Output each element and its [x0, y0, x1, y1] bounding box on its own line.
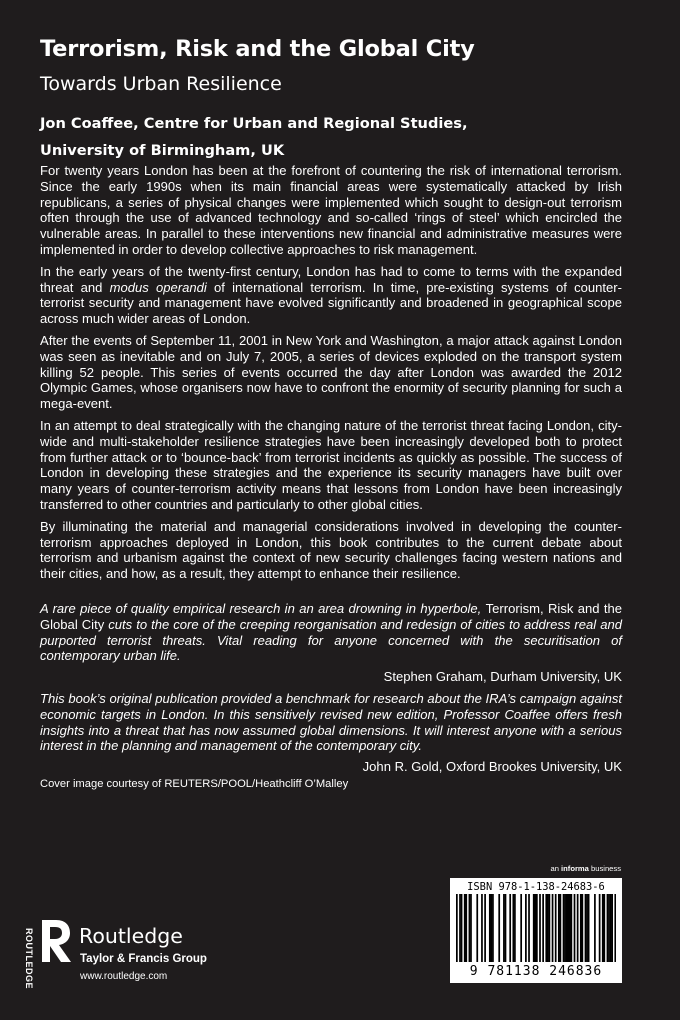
p2-text-end: of international terrorism. In time, pre-existing systems of counter-terrorist security and management have evolved significantly and broadened in geographical scope across much wider areas of London. — [40, 279, 622, 327]
book-description — [40, 163, 622, 588]
barcode-bar — [461, 894, 463, 962]
informa-brand: informa — [561, 864, 589, 873]
cover-credit: Cover image courtesy of REUTERS/POOL/Heathcliff O’Malley — [40, 778, 349, 790]
barcode-bar — [464, 894, 466, 962]
barcode-bar — [571, 894, 573, 962]
barcode-bar — [536, 894, 538, 962]
barcode-bar — [489, 894, 491, 962]
isbn-label: ISBN 978-1-138-24683-6 — [467, 881, 605, 893]
endorsement-1-book-title: Terrorism, Risk and the Global City — [40, 601, 622, 632]
description-paragraph-1: For twenty years London has been at the forefront of countering the risk of international terrorism. Since the early 1990s when its main financial areas were systematically attacked by Irish republicans, a series of physical changes were implemented which sought to design-out terrorism often through the use of advanced technology and so-called ‘rings of steel’ which encircled the vulnerable areas. In parallel to these interventions new financial and administrative measures were implemented in order to develop collective approaches to risk management. — [40, 163, 622, 257]
barcode-bar — [555, 894, 557, 962]
routledge-vertical-text: ROUTLEDGE — [24, 928, 34, 990]
p2-italic-phrase: modus operandi — [109, 279, 207, 295]
barcode-bar — [505, 894, 507, 962]
description-paragraph-2 — [40, 264, 622, 327]
barcode-bar — [514, 894, 516, 962]
routledge-r-logo-icon — [38, 916, 74, 964]
endorsement-1-attribution: Stephen Graham, Durham University, UK — [383, 669, 622, 685]
barcode-bar — [481, 894, 483, 962]
barcode-bar — [484, 894, 486, 962]
barcode-bar — [610, 894, 612, 962]
barcode-bar — [476, 894, 478, 962]
endorsement-1-text: A rare piece of quality empirical research in an area drowning in hyperbole, — [40, 601, 486, 616]
barcode-bar — [465, 894, 467, 962]
barcode-bar — [566, 894, 568, 962]
barcode-bar — [520, 894, 522, 962]
barcode-bar — [602, 894, 604, 962]
barcode-bar — [525, 894, 527, 962]
endorsement-2-attribution: John R. Gold, Oxford Brookes University, UK — [362, 759, 622, 775]
barcode-bar — [470, 894, 472, 962]
barcode-bar — [585, 894, 587, 962]
barcode-bar — [577, 894, 579, 962]
barcode-bar — [567, 894, 569, 962]
barcode-bar — [539, 894, 541, 962]
description-paragraph-4: In an attempt to deal strategically with the changing nature of the terrorist threat facing London, city-wide and multi-stakeholder resilience strategies have been increasingly developed both to protect from further attack or to ‘bounce-back’ from terrorist incidents as quickly as possible. The success of London in developing these strategies and the experience its security managers have built over many years of counter-terrorism activity means that lessons from London have been increasingly transferred to other countries and particularly to other global cities. — [40, 417, 622, 512]
barcode-bar — [563, 894, 565, 962]
publisher-name: Routledge — [79, 924, 183, 948]
endorsement-1-quote — [40, 601, 622, 664]
isbn-barcode — [450, 878, 622, 983]
book-subtitle: Towards Urban Resilience — [40, 73, 282, 95]
barcode-bar — [503, 894, 505, 962]
barcode-bar — [560, 894, 562, 962]
endorsements — [40, 601, 622, 781]
barcode-bar — [491, 894, 493, 962]
barcode-bar — [603, 894, 605, 962]
ean-digits: 9 781138 246836 — [469, 964, 603, 979]
barcode-bar — [611, 894, 613, 962]
barcode-bars — [456, 894, 616, 964]
informa-business-label — [550, 864, 621, 873]
barcode-bar — [545, 894, 547, 962]
description-paragraph-5: By illuminating the material and managerial considerations involved in developing the counter-terrorism approaches deployed in London, this book contributes to the current debate about terrorism and urbanism against the context of new security challenges facing western nations and their cities, and how, as a result, they attempt to enhance their resilience. — [40, 518, 622, 582]
barcode-bar — [549, 894, 551, 962]
informa-suffix: business — [588, 864, 621, 873]
barcode-bar — [528, 894, 530, 962]
barcode-bar — [547, 894, 549, 962]
description-paragraph-3: After the events of September 11, 2001 in New York and Washington, a major attack against London was seen as inevitable and on July 7, 2005, a series of devices exploded on the transport system killing 52 people. This series of events occurred the day after London was awarded the 2012 Olympic Games, whose organisers now have to confront the enormity of security planning for such a mega-event. — [40, 332, 622, 412]
barcode-bar — [542, 894, 544, 962]
endorsement-1-text-end: cuts to the core of the creeping reorganisation and redesign of cities to address real and purported terrorist threats. Vital reading for anyone concerned with the securitisation of contemporary urban life. — [40, 616, 622, 664]
barcode-bar — [614, 894, 616, 962]
barcode-bar — [469, 894, 471, 962]
publisher-group: Taylor & Francis Group — [80, 953, 207, 965]
barcode-bar — [607, 894, 609, 962]
barcode-bar — [581, 894, 583, 962]
barcode-bar — [588, 894, 590, 962]
publisher-url: www.routledge.com — [80, 971, 168, 982]
barcode-bar — [594, 894, 596, 962]
barcode-bar — [564, 894, 566, 962]
barcode-bar — [558, 894, 560, 962]
barcode-bar — [586, 894, 588, 962]
endorsement-2-quote — [40, 691, 622, 754]
barcode-bar — [512, 894, 514, 962]
barcode-bar — [552, 894, 554, 962]
informa-prefix: an — [550, 864, 562, 873]
barcode-bar — [608, 894, 610, 962]
author-block — [40, 110, 640, 164]
book-title: Terrorism, Risk and the Global City — [40, 36, 475, 62]
barcode-bar — [492, 894, 494, 962]
barcode-bar — [498, 894, 500, 962]
barcode-bar — [580, 894, 582, 962]
barcode-bar — [533, 894, 535, 962]
endorsement-2-text: This book’s original publication provided a benchmark for research about the IRA’s campaign against economic targets in London. In this sensitively revised new edition, Professor Coaffee offers fresh insights into a threat that has now assumed global dimensions. It will interest anyone with a serious interest in the planning and management of the contemporary city. — [40, 690, 622, 754]
barcode-bar — [456, 894, 458, 962]
p2-text-start: In the early years of the twenty-first century, London has had to come to terms with the expanded threat and — [40, 263, 622, 295]
barcode-bar — [574, 894, 576, 962]
barcode-bar — [509, 894, 511, 962]
barcode-bar — [534, 894, 536, 962]
barcode-bar — [599, 894, 601, 962]
author-line-1: Jon Coaffee, Centre for Urban and Regional Studies, — [40, 115, 468, 132]
author-line-2: University of Birmingham, UK — [40, 142, 285, 159]
barcode-bar — [569, 894, 571, 962]
barcode-bar — [459, 894, 461, 962]
